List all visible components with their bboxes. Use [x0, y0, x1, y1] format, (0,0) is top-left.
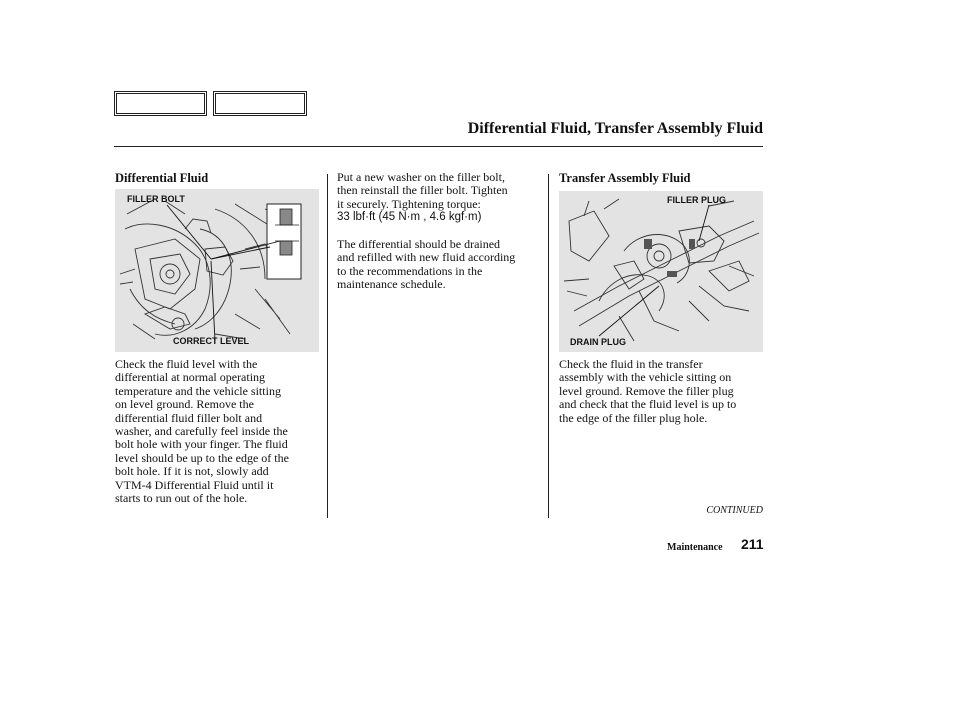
- header-tab-box-2: [213, 91, 307, 116]
- differential-fluid-illustration: [115, 189, 319, 352]
- drain-plug-label: DRAIN PLUG: [570, 337, 626, 347]
- header-tab-box-1: [114, 91, 207, 116]
- transfer-assembly-illustration: [559, 191, 763, 352]
- column-divider-1: [327, 174, 328, 518]
- footer-section-name: Maintenance: [667, 542, 723, 553]
- differential-drawing: [115, 189, 319, 352]
- title-rule: [114, 146, 763, 147]
- filler-bolt-label: FILLER BOLT: [127, 194, 185, 204]
- tightening-torque-value: 33 lbf·ft (45 N·m , 4.6 kgf·m): [337, 211, 482, 224]
- differential-fluid-body: Check the fluid level with the differential at normal operating temperature and the vehicle sitting on level ground. Remove the differential fluid filler bolt and washer, and carefully feel inside the bolt hole with your finger. The fluid level should be up to the edge of the bolt hole. If it is not, slowly add VTM-4 Differential Fluid until it starts to run out of the hole.: [115, 357, 289, 506]
- section-heading-differential-fluid: Differential Fluid: [115, 171, 209, 185]
- page-title: Differential Fluid, Transfer Assembly Fluid: [467, 120, 763, 137]
- correct-level-label: CORRECT LEVEL: [173, 336, 250, 346]
- drain-refill-text: The differential should be drained and refilled with new fluid according to the recommendations in the maintenance schedule.: [337, 237, 516, 292]
- section-heading-transfer-assembly-fluid: Transfer Assembly Fluid: [559, 171, 691, 185]
- filler-plug-label: FILLER PLUG: [667, 195, 726, 205]
- continued-marker: CONTINUED: [706, 505, 763, 516]
- transfer-assembly-body: Check the fluid in the transfer assembly with the vehicle sitting on level ground. Remove the filler plug and check that the fluid level is up to the edge of the filler plug hole.: [559, 357, 737, 425]
- page-number: 211: [741, 536, 764, 552]
- transfer-assembly-drawing: [559, 191, 763, 352]
- column-divider-2: [548, 174, 549, 518]
- filler-bolt-reinstall-text: Put a new washer on the filler bolt, then reinstall the filler bolt. Tighten it securely. Tightening torque: 33 lbf·ft (45 N·m , 4.6 kgf·m): [337, 170, 508, 224]
